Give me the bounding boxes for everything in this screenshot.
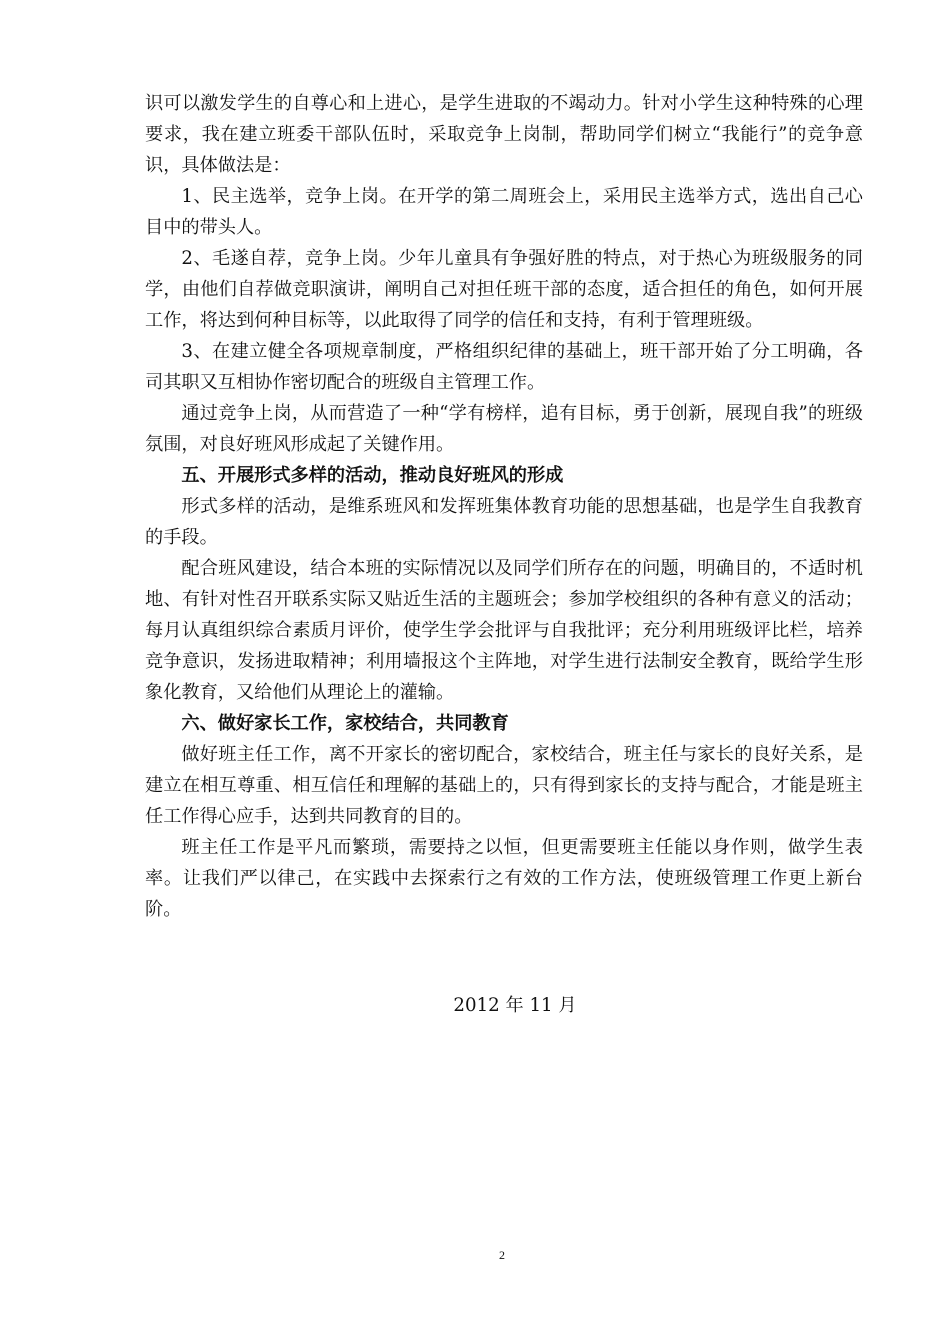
page-number: 2 bbox=[499, 1248, 505, 1262]
paragraph-7: 配合班风建设，结合本班的实际情况以及同学们所存在的问题，明确目的，不适时机地、有针对性召开联系实际又贴近生活的主题班会；参加学校组织的各种有意义的活动；每月认真组织综合素质月评价，使学生学会批评与自我批评；充分利用班级评比栏，培养竞争意识，发扬进取精神；利用墙报这个主阵地，对学生进行法制安全教育，既给学生形象化教育，又给他们从理论上的灌输。 bbox=[145, 558, 863, 703]
section-heading-5: 五、开展形式多样的活动，推动良好班风的形成 bbox=[181, 465, 564, 486]
document-date: 2012 年 11 月 bbox=[453, 995, 577, 1016]
document-body bbox=[145, 88, 863, 925]
paragraph-8: 做好班主任工作，离不开家长的密切配合，家校结合，班主任与家长的良好关系，是建立在相互尊重、相互信任和理解的基础上的，只有得到家长的支持与配合，才能是班主任工作得心应手，达到共同教育的目的。 bbox=[145, 744, 863, 827]
paragraph-5: 通过竞争上岗，从而营造了一种“学有榜样，追有目标，勇于创新，展现自我”的班级氛围，对良好班风形成起了关键作用。 bbox=[145, 403, 863, 455]
paragraph-3: 2、毛遂自荐，竞争上岗。少年儿童具有争强好胜的特点，对于热心为班级服务的同学，由他们自荐做竞职演讲，阐明自己对担任班干部的态度，适合担任的角色，如何开展工作，将达到何种目标等，以此取得了同学的信任和支持，有利于管理班级。 bbox=[145, 248, 863, 331]
paragraph-4: 3、在建立健全各项规章制度，严格组织纪律的基础上，班干部开始了分工明确，各司其职又互相协作密切配合的班级自主管理工作。 bbox=[145, 341, 863, 393]
paragraph-1: 识可以激发学生的自尊心和上进心，是学生进取的不竭动力。针对小学生这种特殊的心理要求，我在建立班委干部队伍时，采取竞争上岗制，帮助同学们树立“我能行”的竞争意识，具体做法是： bbox=[145, 93, 863, 176]
paragraph-6: 形式多样的活动，是维系班风和发挥班集体教育功能的思想基础，也是学生自我教育的手段。 bbox=[145, 496, 863, 548]
section-heading-6: 六、做好家长工作，家校结合，共同教育 bbox=[181, 713, 509, 734]
paragraph-9: 班主任工作是平凡而繁琐，需要持之以恒，但更需要班主任能以身作则，做学生表率。让我们严以律己，在实践中去探索行之有效的工作方法，使班级管理工作更上新台阶。 bbox=[145, 837, 863, 920]
paragraph-2: 1、民主选举，竞争上岗。在开学的第二周班会上，采用民主选举方式，选出自己心目中的带头人。 bbox=[145, 186, 863, 238]
